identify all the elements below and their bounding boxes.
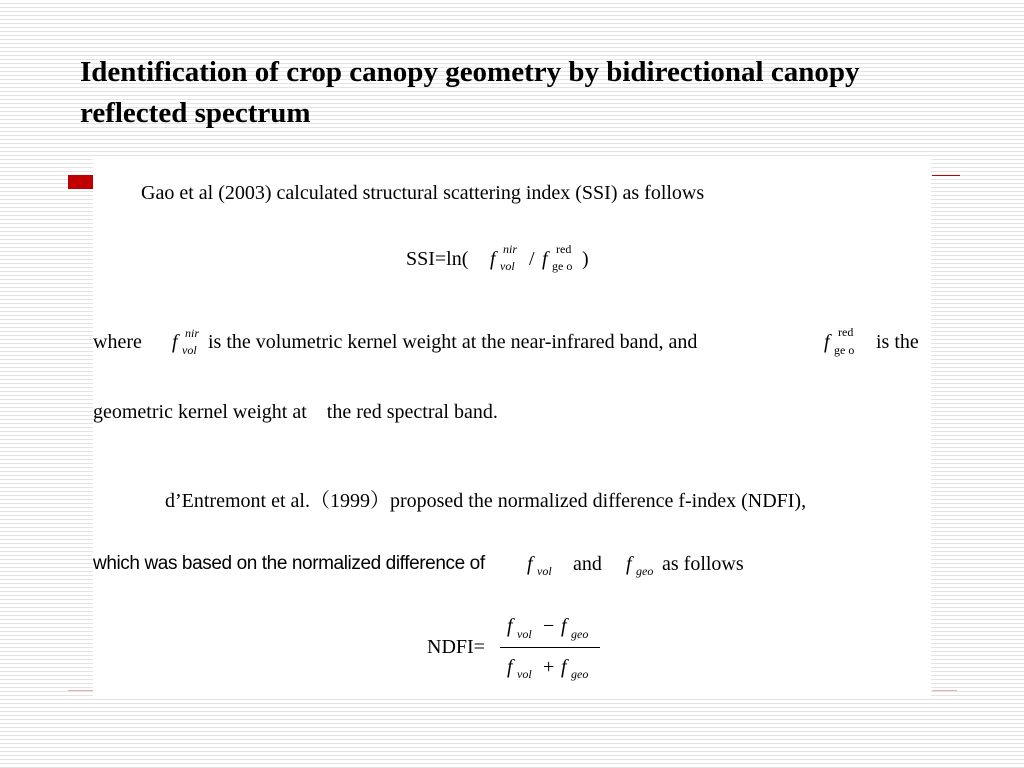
bullet-marker (68, 175, 93, 189)
f-symbol: f (824, 331, 830, 353)
as-follows-text: as follows (662, 553, 744, 575)
subscript-vol: vol (517, 627, 532, 641)
body-text-geometric: geometric kernel weight at the red spectral band. (93, 401, 498, 423)
minus-sign: − (543, 615, 555, 637)
where-end-text: is the (876, 331, 919, 353)
ssi-formula (406, 239, 606, 279)
decorative-rule (932, 175, 960, 176)
subscript-vol: vol (537, 564, 552, 578)
body-text-ssi-intro: Gao et al (2003) calculated structural scattering index (SSI) as follows (141, 182, 705, 204)
ssi-close-paren: ) (582, 248, 589, 270)
body-text-ndfi-intro: d’Entremont et al.（1999）proposed the normalized difference f-index (NDFI), (165, 490, 807, 512)
superscript-red: red (556, 242, 572, 256)
subscript-geo: ge o (834, 343, 855, 357)
body-text-where (93, 327, 931, 367)
f-symbol: f (172, 331, 178, 353)
decorative-rule (932, 690, 957, 691)
where-mid-text: is the volumetric kernel weight at the near-infrared band, and (208, 331, 698, 353)
superscript-nir: nir (185, 326, 200, 340)
ndfi-formula (427, 612, 627, 697)
f-symbol: f (507, 656, 513, 678)
body-text-ndfi-basis (93, 549, 931, 589)
subscript-geo: ge o (552, 259, 573, 273)
f-symbol: f (561, 656, 567, 678)
where-word: where (93, 331, 142, 353)
subscript-geo: geo (571, 667, 589, 681)
decorative-rule (68, 690, 93, 691)
subscript-vol: vol (500, 259, 515, 273)
superscript-red: red (838, 325, 854, 339)
superscript-nir: nir (503, 242, 518, 256)
subscript-vol: vol (182, 343, 197, 357)
slide-title: Identification of crop canopy geometry by bidirectional canopy reflected spectrum (80, 56, 860, 129)
ssi-prefix: SSI=ln( (406, 248, 469, 270)
ndfi-label: NDFI= (427, 636, 485, 658)
f-symbol: f (527, 553, 533, 575)
ndfi-basis-prefix: which was based on the normalized difference of (93, 553, 485, 574)
plus-sign: + (543, 656, 555, 678)
and-word: and (573, 553, 602, 575)
content-panel (93, 157, 931, 697)
f-symbol: f (507, 615, 513, 637)
subscript-geo: geo (636, 564, 654, 578)
f-symbol: f (626, 553, 632, 575)
subscript-geo: geo (571, 627, 589, 641)
fraction-bar (500, 647, 600, 648)
f-symbol: f (490, 248, 496, 270)
subscript-vol: vol (517, 667, 532, 681)
f-symbol: f (542, 248, 548, 270)
division-slash: / (529, 248, 535, 270)
f-symbol: f (561, 615, 567, 637)
